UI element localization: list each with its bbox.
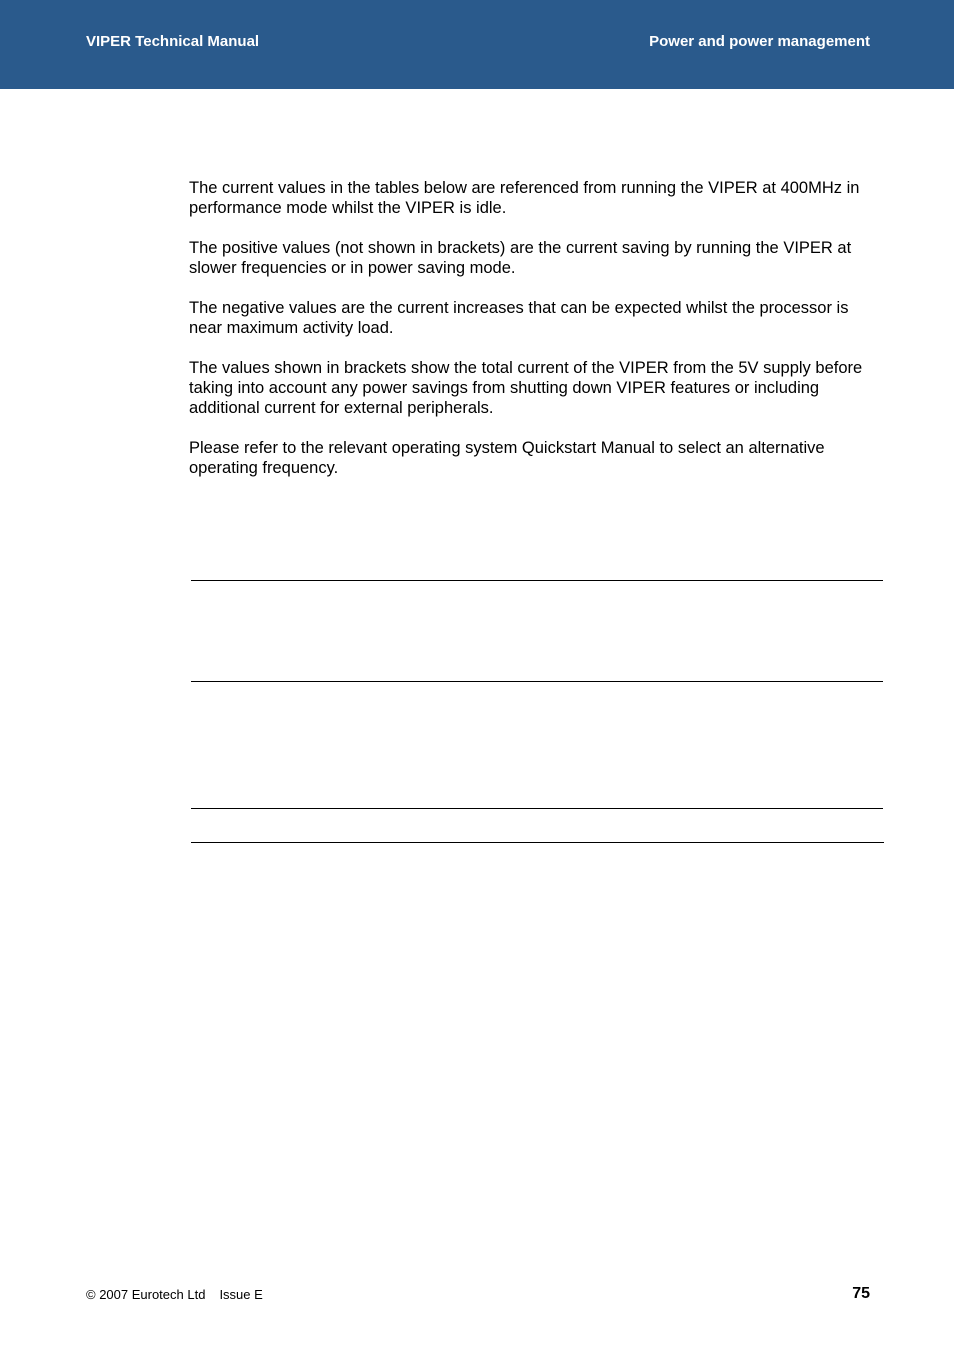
section-title: Power and power management [649, 33, 870, 50]
paragraph-positive-values: The positive values (not shown in brackets) are the current saving by running the VIPER at slower frequencies or in power saving mode. [189, 239, 852, 277]
page-header [0, 0, 954, 89]
page-footer [86, 1287, 263, 1303]
copyright-text: © 2007 Eurotech Ltd [86, 1287, 206, 1302]
table-rule [191, 842, 884, 843]
issue-label: Issue E [219, 1287, 263, 1302]
paragraph-reference-values: The current values in the tables below are referenced from running the VIPER at 400MHz in performance mode whilst the VIPER is idle. [189, 179, 860, 217]
table-rule [191, 808, 883, 809]
paragraph-bracket-values: The values shown in brackets show the total current of the VIPER from the 5V supply before taking into account any power savings from shutting down VIPER features or including additional current for external peripherals. [189, 359, 863, 417]
table-rule [191, 580, 883, 581]
paragraph-quickstart-reference: Please refer to the relevant operating system Quickstart Manual to select an alternative operating frequency. [189, 439, 825, 477]
body-text [189, 178, 879, 498]
table-rule [191, 681, 883, 682]
document-title: VIPER Technical Manual [86, 33, 260, 50]
page-number: 75 [852, 1285, 870, 1302]
paragraph-negative-values: The negative values are the current increases that can be expected whilst the processor is near maximum activity load. [189, 299, 849, 337]
